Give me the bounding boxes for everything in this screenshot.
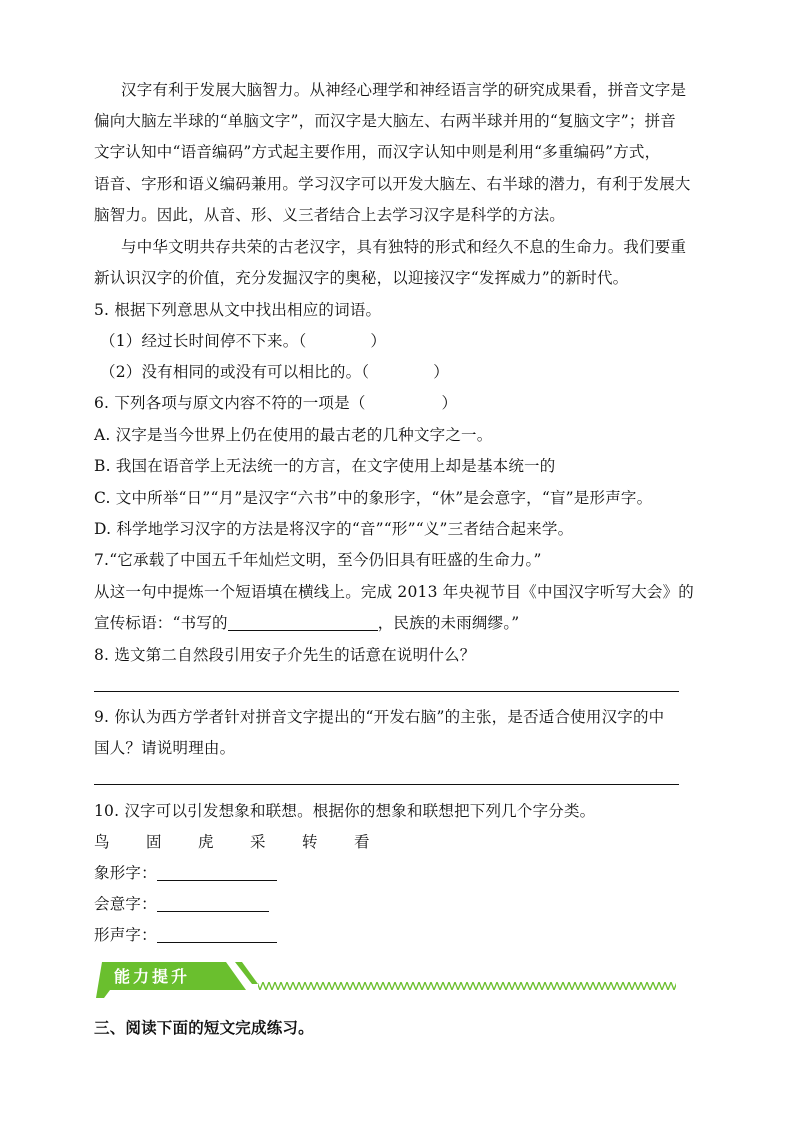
q10-char: 采 bbox=[250, 833, 266, 851]
q10-category-blank[interactable] bbox=[157, 926, 277, 943]
q10-char: 看 bbox=[354, 833, 370, 851]
q5-item-1-text: （1）经过长时间停不下来。（ bbox=[100, 332, 307, 350]
q5-item-2-text: （2）没有相同的或没有可以相比的。（ bbox=[100, 363, 370, 381]
passage-p1-line-1: 汉字有利于发展大脑智力。从神经心理学和神经语言学的研究成果看，拼音文字是 bbox=[121, 81, 687, 99]
q6-option-b: B. 我国在语音学上无法统一的方言，在文字使用上却是基本统一的 bbox=[94, 457, 556, 475]
q6-stem-close: ） bbox=[441, 394, 458, 412]
q10-char-list bbox=[94, 832, 406, 852]
q7-line-1: 7.“它承载了中国五千年灿烂文明，至今仍旧具有旺盛的生命力。” bbox=[94, 551, 542, 569]
q6-option-a: A. 汉字是当今世界上仍在使用的最古老的几种文字之一。 bbox=[94, 426, 493, 444]
q8-stem: 8. 选文第二自然段引用安子介先生的话意在说明什么？ bbox=[94, 646, 476, 664]
q6-option-c: C. 文中所举“日”“月”是汉字“六书”中的象形字，“休”是会意字，“盲”是形声字。 bbox=[94, 489, 653, 507]
q5-item-2-close: ） bbox=[433, 363, 449, 381]
passage-p2-line-1: 与中华文明共存共荣的古老汉字，具有独特的形式和经久不息的生命力。我们要重 bbox=[121, 238, 687, 256]
q6-option-d: D. 科学地学习汉字的方法是将汉字的“音”“形”“义”三者结合起来学。 bbox=[94, 520, 574, 538]
q6-stem-text: 6. 下列各项与原文内容不符的一项是（ bbox=[94, 394, 366, 412]
banner-title: 能力提升 bbox=[114, 967, 191, 986]
q10-category-label: 会意字： bbox=[94, 895, 157, 913]
q10-char: 转 bbox=[302, 833, 318, 851]
q10-category-pictographic bbox=[94, 863, 277, 883]
q10-char: 虎 bbox=[198, 833, 214, 851]
passage-p2-line-2: 新认识汉字的价值，充分发掘汉字的奥秘，以迎接汉字“发挥威力”的新时代。 bbox=[94, 269, 629, 287]
q7-line-3-pre: 宣传标语：“书写的 bbox=[94, 614, 228, 632]
q10-category-blank[interactable] bbox=[157, 895, 269, 912]
q10-category-ideographic bbox=[94, 894, 269, 914]
passage-p1-line-3: 文字认知中“语音编码”方式起主要作用，而汉字认知中则是利用“多重编码”方式， bbox=[94, 143, 661, 161]
q5-item-1-close: ） bbox=[370, 332, 387, 350]
q7-line-3 bbox=[94, 613, 519, 633]
passage-p1-line-4: 语音、字形和语义编码兼用。学习汉字可以开发大脑左、右半球的潜力，有利于发展大 bbox=[94, 175, 691, 193]
q10-stem: 10. 汉字可以引发想象和联想。根据你的想象和联想把下列几个字分类。 bbox=[94, 802, 596, 820]
q7-line-2: 从这一句中提炼一个短语填在横线上。完成 2013 年央视节目《中国汉字听写大会》的 bbox=[94, 583, 695, 601]
q5-stem: 5. 根据下列意思从文中找出相应的词语。 bbox=[94, 301, 382, 319]
q9-answer-line[interactable] bbox=[94, 784, 679, 785]
q9-line-2: 国人？请说明理由。 bbox=[94, 739, 236, 757]
q8-answer-line[interactable] bbox=[94, 691, 679, 692]
q10-category-label: 象形字： bbox=[94, 864, 157, 882]
q6-stem bbox=[94, 393, 457, 413]
passage-p1-line-2: 偏向大脑左半球的“单脑文字”，而汉字是大脑左、右两半球并用的“复脑文字”；拼音 bbox=[94, 112, 676, 130]
q9-line-1: 9. 你认为西方学者针对拼音文字提出的“开发右脑”的主张，是否适合使用汉字的中 bbox=[94, 708, 665, 726]
q10-char: 固 bbox=[146, 833, 162, 851]
passage-p1-line-5: 脑智力。因此，从音、形、义三者结合上去学习汉字是科学的方法。 bbox=[94, 206, 566, 224]
q7-fill-blank[interactable] bbox=[228, 614, 378, 631]
q10-category-label: 形声字： bbox=[94, 926, 157, 944]
q7-line-3-post: ，民族的未雨绸缪。” bbox=[377, 614, 520, 632]
q5-item-2 bbox=[100, 362, 449, 382]
q10-char: 鸟 bbox=[94, 833, 110, 851]
q5-item-1 bbox=[100, 331, 386, 351]
section-3-heading: 三、阅读下面的短文完成练习。 bbox=[94, 1018, 314, 1037]
q10-category-phonetic bbox=[94, 925, 277, 945]
q10-category-blank[interactable] bbox=[157, 864, 277, 881]
banner-zigzag-rule bbox=[258, 982, 676, 990]
